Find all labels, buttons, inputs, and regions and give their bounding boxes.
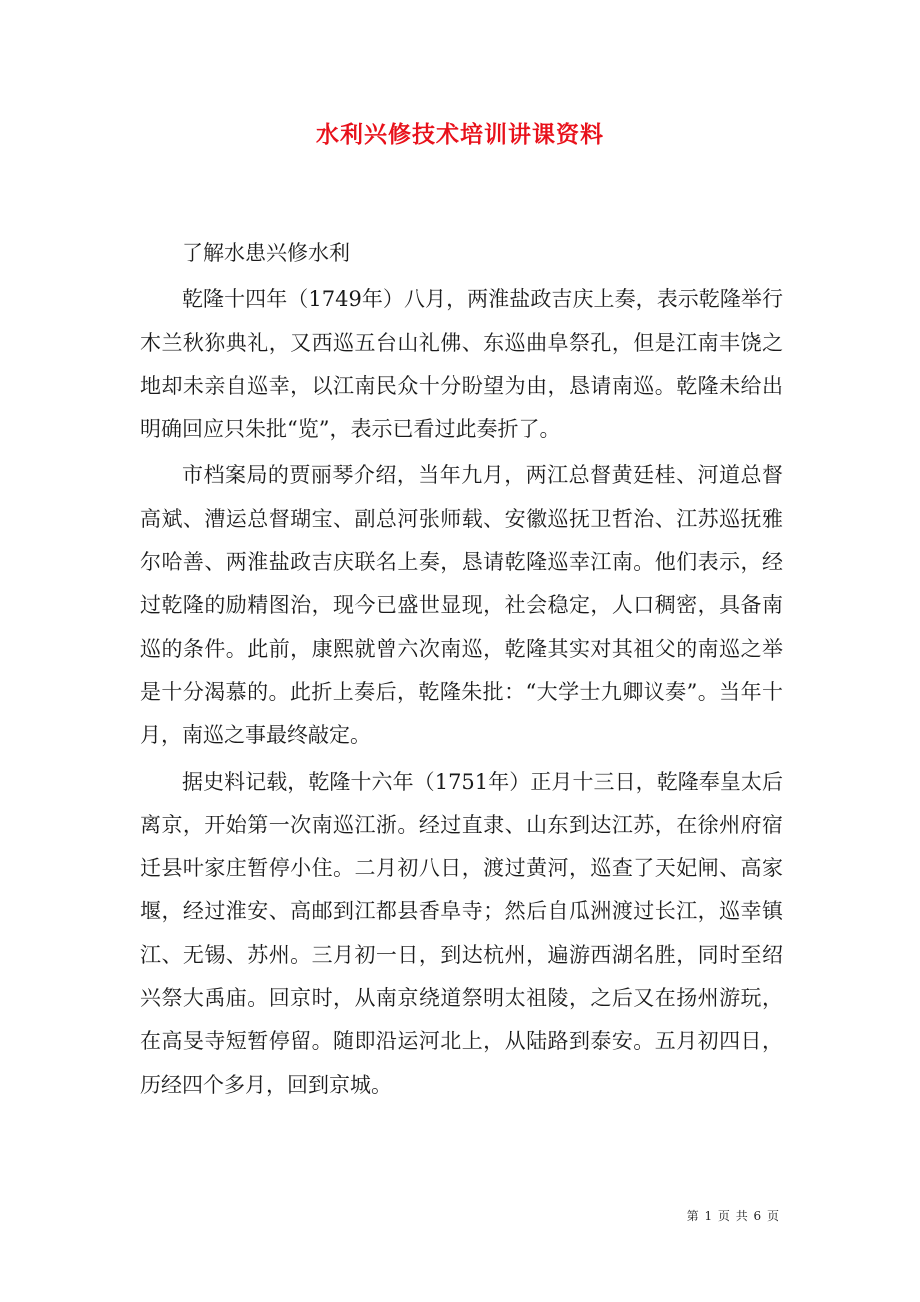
paragraph-2: 市档案局的贾丽琴介绍，当年九月，两江总督黄廷桂、河道总督高斌、漕运总督瑚宝、副总河张师载、安徽巡抚卫哲治、江苏巡抚雅尔哈善、两淮盐政吉庆联名上奏，恳请乾隆巡幸江南。他们表示，经过乾隆的励精图治，现今已盛世显现，社会稳定，人口稠密，具备南巡的条件。此前，康熙就曾六次南巡，乾隆其实对其祖父的南巡之举是十分渴慕的。此折上奏后，乾隆朱批：“大学士九卿议奏”。当年十月，南巡之事最终敲定。 <box>140 463 783 748</box>
page-number-footer: 第 1 页 共 6 页 <box>686 1209 780 1223</box>
paragraph-1: 乾隆十四年（1749年）八月，两淮盐政吉庆上奏，表示乾隆举行木兰秋狝典礼，又西巡五台山礼佛、东巡曲阜祭孔，但是江南丰饶之地却未亲自巡幸，以江南民众十分盼望为由，恳请南巡。乾隆未给出明确回应只朱批“览”，表示已看过此奏折了。 <box>140 287 783 442</box>
paragraph-3: 据史料记载，乾隆十六年（1751年）正月十三日，乾隆奉皇太后离京，开始第一次南巡江浙。经过直隶、山东到达江苏，在徐州府宿迁县叶家庄暂停小住。二月初八日，渡过黄河，巡查了天妃闸、高家堰，经过淮安、高邮到江都县香阜寺；然后自瓜洲渡过长江，巡幸镇江、无锡、苏州。三月初一日，到达杭州，遍游西湖名胜，同时至绍兴祭大禹庙。回京时，从南京绕道祭明太祖陵，之后又在扬州游玩，在高旻寺短暂停留。随即沿运河北上，从陆路到泰安。五月初四日，历经四个多月，回到京城。 <box>140 769 783 1097</box>
document-title: 水利兴修技术培训讲课资料 <box>316 121 604 148</box>
section-heading: 了解水患兴修水利 <box>182 241 350 265</box>
document-body <box>140 232 783 1107</box>
